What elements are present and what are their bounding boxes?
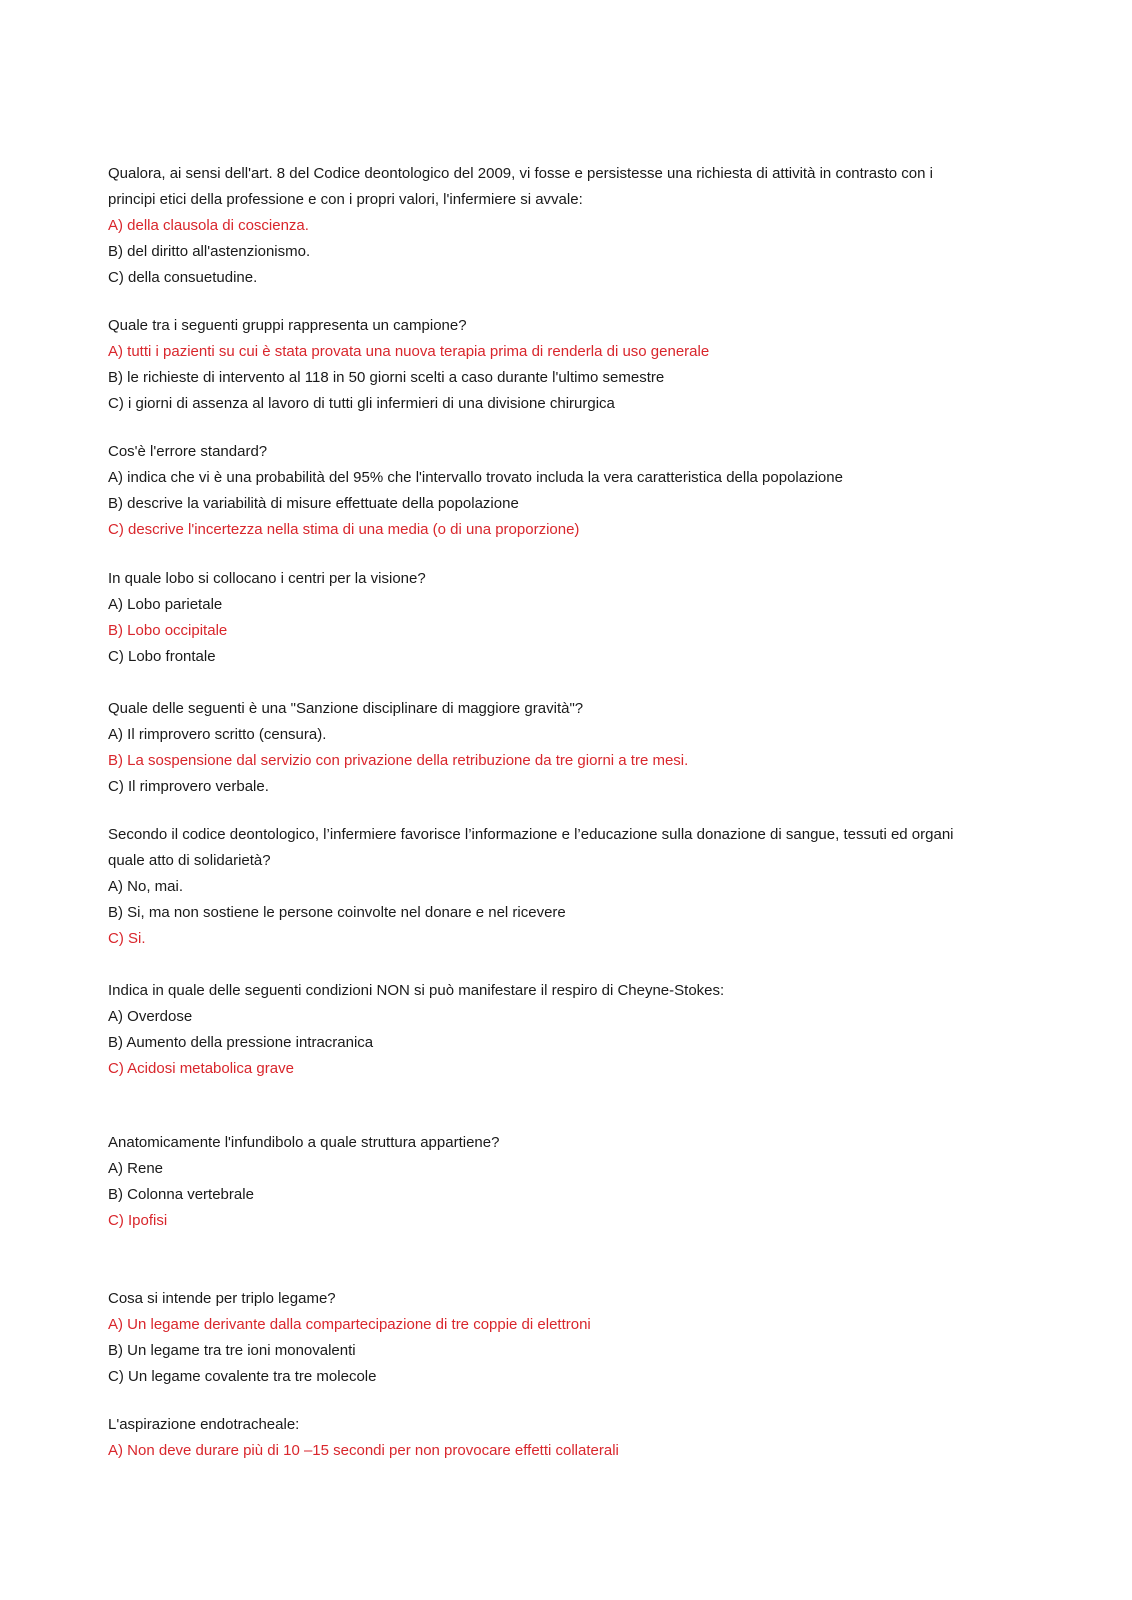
- question-4-option-a: A) Lobo parietale: [108, 596, 223, 613]
- question-1-option-b: B) del diritto all'astenzionismo.: [108, 243, 311, 260]
- question-1-text-line-2: principi etici della professione e con i propri valori, l'infermiere si avvale:: [108, 191, 583, 208]
- question-5-option-c: C) Il rimprovero verbale.: [108, 778, 269, 795]
- question-10-text: L'aspirazione endotracheale:: [108, 1416, 300, 1433]
- question-9-option-b: B) Un legame tra tre ioni monovalenti: [108, 1342, 356, 1359]
- question-8-option-a: A) Rene: [108, 1160, 164, 1177]
- question-2-option-b: B) le richieste di intervento al 118 in 50 giorni scelti a caso durante l'ultimo semestre: [108, 369, 665, 386]
- question-6-option-c: C) Si.: [108, 930, 146, 947]
- question-9-option-a: A) Un legame derivante dalla compartecipazione di tre coppie di elettroni: [108, 1316, 591, 1333]
- question-3-option-b: B) descrive la variabilità di misure effettuate della popolazione: [108, 495, 519, 512]
- question-1-text-line-1: Qualora, ai sensi dell'art. 8 del Codice deontologico del 2009, vi fosse e persistesse una richiesta di attività in contrasto con i: [108, 165, 933, 182]
- question-1-option-a: A) della clausola di coscienza.: [108, 217, 309, 234]
- question-9-option-c: C) Un legame covalente tra tre molecole: [108, 1368, 377, 1385]
- question-1-option-c: C) della consuetudine.: [108, 269, 258, 286]
- question-10-option-a: A) Non deve durare più di 10 –15 secondi per non provocare effetti collaterali: [108, 1442, 619, 1459]
- question-6-text-line-2: quale atto di solidarietà?: [108, 852, 271, 869]
- question-8-option-b: B) Colonna vertebrale: [108, 1186, 254, 1203]
- question-5-option-b: B) La sospensione dal servizio con privazione della retribuzione da tre giorni a tre mesi.: [108, 752, 689, 769]
- question-2-option-c: C) i giorni di assenza al lavoro di tutti gli infermieri di una divisione chirurgica: [108, 395, 615, 412]
- question-8-option-c: C) Ipofisi: [108, 1212, 168, 1229]
- question-4-option-c: C) Lobo frontale: [108, 648, 216, 665]
- question-3-option-c: C) descrive l'incertezza nella stima di una media (o di una proporzione): [108, 521, 580, 538]
- question-7-text: Indica in quale delle seguenti condizioni NON si può manifestare il respiro di Cheyne-Stokes:: [108, 982, 725, 999]
- question-7-option-a: A) Overdose: [108, 1008, 193, 1025]
- question-2-text: Quale tra i seguenti gruppi rappresenta un campione?: [108, 317, 467, 334]
- question-6-option-b: B) Si, ma non sostiene le persone coinvolte nel donare e nel ricevere: [108, 904, 566, 921]
- question-4-text: In quale lobo si collocano i centri per la visione?: [108, 570, 426, 587]
- question-2-option-a: A) tutti i pazienti su cui è stata provata una nuova terapia prima di renderla di uso generale: [108, 343, 710, 360]
- question-3-text: Cos'è l'errore standard?: [108, 443, 268, 460]
- question-4-option-b: B) Lobo occipitale: [108, 622, 228, 639]
- question-6-option-a: A) No, mai.: [108, 878, 184, 895]
- question-5-option-a: A) Il rimprovero scritto (censura).: [108, 726, 327, 743]
- question-5-text: Quale delle seguenti è una "Sanzione disciplinare di maggiore gravità"?: [108, 700, 584, 717]
- question-7-option-c: C) Acidosi metabolica grave: [108, 1060, 294, 1077]
- question-3-option-a: A) indica che vi è una probabilità del 95% che l'intervallo trovato includa la vera caratteristica della popolazione: [108, 469, 843, 486]
- question-8-text: Anatomicamente l'infundibolo a quale struttura appartiene?: [108, 1134, 500, 1151]
- question-7-option-b: B) Aumento della pressione intracranica: [108, 1034, 374, 1051]
- question-6-text-line-1: Secondo il codice deontologico, l’infermiere favorisce l’informazione e l’educazione sulla donazione di sangue, tessuti ed organi: [108, 826, 954, 843]
- question-9-text: Cosa si intende per triplo legame?: [108, 1290, 336, 1307]
